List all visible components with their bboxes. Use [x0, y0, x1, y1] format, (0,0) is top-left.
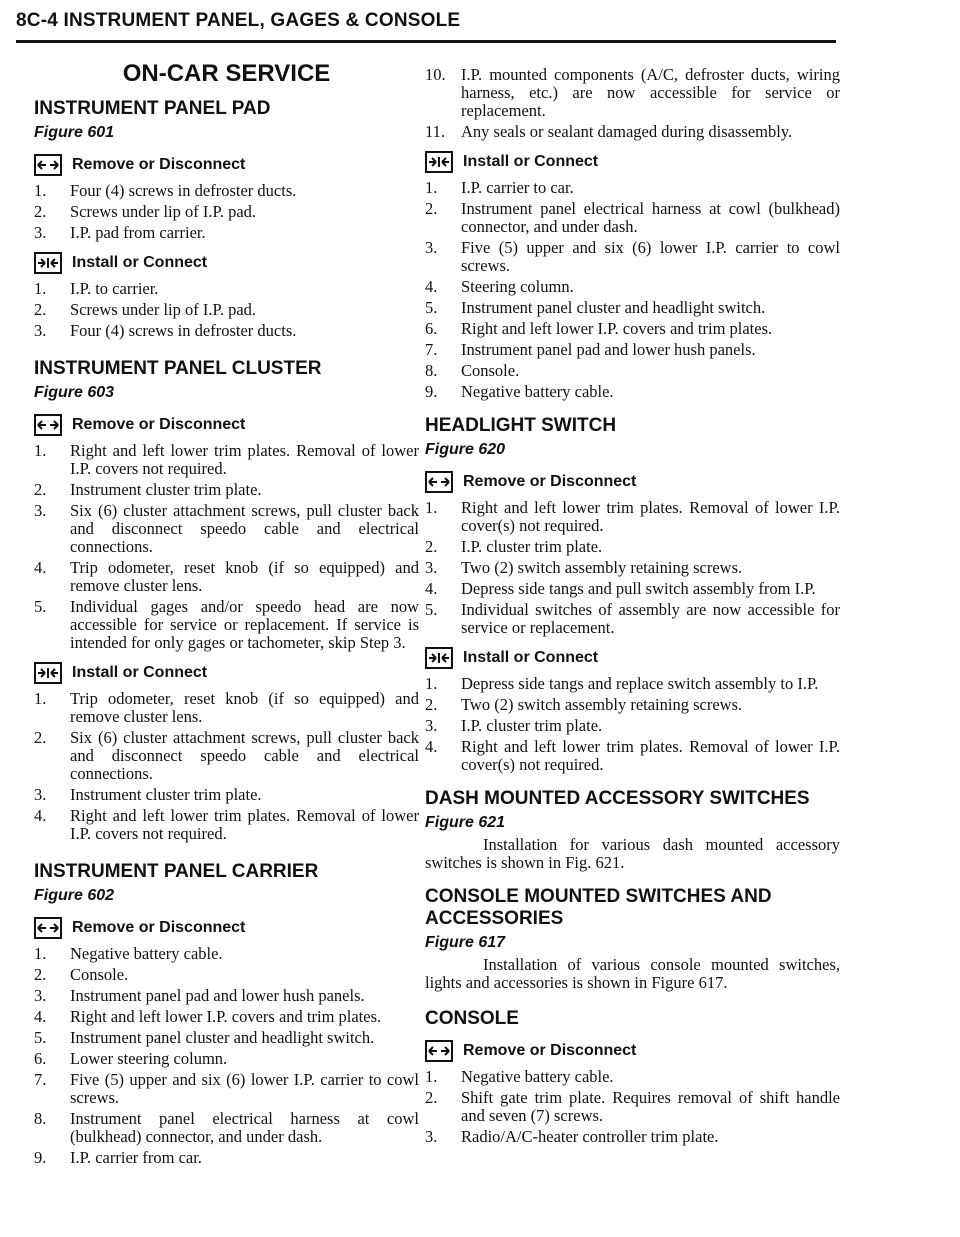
console-switches-heading-line1: CONSOLE MOUNTED SWITCHES AND	[425, 886, 772, 907]
list-item: 5. Individual gages and/or speedo head are now accessible for service or replacement. If service is intended for only gages or tachometer, skip Step 3.	[34, 597, 419, 652]
carrier-figure: Figure 602	[34, 887, 115, 904]
install-connect-icon	[425, 151, 453, 173]
list-item: 1. Depress side tangs and replace switch assembly to I.P.	[425, 674, 819, 693]
pad-install-subheading	[34, 252, 419, 274]
remove-disconnect-icon	[34, 917, 62, 939]
list-item: 1. Negative battery cable.	[425, 1067, 614, 1086]
cluster-install-subheading	[34, 662, 419, 684]
headlight-install-subheading	[425, 647, 840, 669]
install-connect-icon	[34, 252, 62, 274]
right-column	[425, 66, 840, 1149]
list-item: 2. Instrument cluster trim plate.	[34, 480, 262, 499]
list-item: 3. Two (2) switch assembly retaining screws.	[425, 558, 743, 577]
console-switches-text: Installation of various console mounted switches, lights and accessories is shown in Figure 617.	[425, 955, 840, 992]
header-rule	[16, 40, 836, 43]
list-item: 5. Instrument panel cluster and headlight switch.	[34, 1028, 375, 1047]
list-item: 3. I.P. pad from carrier.	[34, 223, 206, 242]
install-connect-icon	[34, 662, 62, 684]
cluster-heading: INSTRUMENT PANEL CLUSTER	[34, 358, 322, 379]
headlight-install-steps	[425, 675, 840, 774]
dash-heading: DASH MOUNTED ACCESSORY SWITCHES	[425, 788, 810, 809]
page-title: 8C-4 INSTRUMENT PANEL, GAGES & CONSOLE	[16, 10, 461, 31]
pad-figure: Figure 601	[34, 124, 115, 141]
list-item: 1. Right and left lower trim plates. Removal of lower I.P. covers not required.	[34, 441, 419, 478]
pad-install-steps	[34, 280, 419, 340]
list-item: 3. Radio/A/C-heater controller trim plate.	[425, 1127, 719, 1146]
headlight-remove-steps	[425, 499, 840, 637]
pad-heading: INSTRUMENT PANEL PAD	[34, 98, 271, 119]
console-remove-subheading	[425, 1040, 840, 1062]
list-item: 3. Five (5) upper and six (6) lower I.P. carrier to cowl screws.	[425, 238, 840, 275]
console-remove-steps	[425, 1068, 840, 1146]
install-label: Install or Connect	[72, 254, 208, 271]
list-item: 6. Right and left lower I.P. covers and trim plates.	[425, 319, 773, 338]
list-item: 11. Any seals or sealant damaged during disassembly.	[425, 122, 793, 141]
list-item: 8. Console.	[425, 361, 520, 380]
cluster-install-steps	[34, 690, 419, 843]
list-item: 7. Instrument panel pad and lower hush panels.	[425, 340, 756, 359]
carrier-install-steps	[425, 179, 840, 401]
remove-label: Remove or Disconnect	[72, 156, 246, 173]
list-item: 5. Instrument panel cluster and headlight switch.	[425, 298, 766, 317]
cluster-remove-steps	[34, 442, 419, 652]
list-item: 3. Instrument panel pad and lower hush panels.	[34, 986, 365, 1005]
remove-disconnect-icon	[34, 414, 62, 436]
list-item: 3. I.P. cluster trim plate.	[425, 716, 603, 735]
remove-disconnect-icon	[425, 1040, 453, 1062]
pad-remove-steps	[34, 182, 419, 242]
list-item: 4. Depress side tangs and pull switch assembly from I.P.	[425, 579, 816, 598]
list-item: 3. Instrument cluster trim plate.	[34, 785, 262, 804]
install-label: Install or Connect	[463, 649, 599, 666]
install-connect-icon	[425, 647, 453, 669]
install-label: Install or Connect	[72, 664, 208, 681]
list-item: 1. I.P. to carrier.	[34, 279, 159, 298]
list-item: 2. Six (6) cluster attachment screws, pull cluster back and disconnect speedo cable and electrical connections.	[34, 728, 419, 783]
list-item: 1. Four (4) screws in defroster ducts.	[34, 181, 297, 200]
list-item: 2. Console.	[34, 965, 129, 984]
cluster-figure: Figure 603	[34, 384, 115, 401]
page-header	[16, 10, 836, 42]
list-item: 4. Right and left lower trim plates. Removal of lower I.P. cover(s) not required.	[425, 737, 840, 774]
list-item: 6. Lower steering column.	[34, 1049, 228, 1068]
list-item: 2. Screws under lip of I.P. pad.	[34, 300, 257, 319]
headlight-figure: Figure 620	[425, 441, 506, 458]
carrier-remove-subheading	[34, 917, 419, 939]
dash-figure: Figure 621	[425, 814, 506, 831]
list-item: 2. I.P. cluster trim plate.	[425, 537, 603, 556]
main-heading: ON-CAR SERVICE	[122, 60, 331, 87]
remove-disconnect-icon	[425, 471, 453, 493]
console-heading: CONSOLE	[425, 1008, 519, 1029]
remove-label: Remove or Disconnect	[72, 919, 246, 936]
list-item: 4. Trip odometer, reset knob (if so equipped) and remove cluster lens.	[34, 558, 419, 595]
list-item: 1. Trip odometer, reset knob (if so equipped) and remove cluster lens.	[34, 689, 419, 726]
remove-label: Remove or Disconnect	[72, 416, 246, 433]
list-item: 5. Individual switches of assembly are now accessible for service or replacement.	[425, 600, 840, 637]
console-switches-figure: Figure 617	[425, 934, 506, 951]
list-item: 7. Five (5) upper and six (6) lower I.P. carrier to cowl screws.	[34, 1070, 419, 1107]
list-item: 2. Shift gate trim plate. Requires removal of shift handle and seven (7) screws.	[425, 1088, 840, 1125]
list-item: 1. I.P. carrier to car.	[425, 178, 574, 197]
list-item: 2. Two (2) switch assembly retaining screws.	[425, 695, 743, 714]
remove-label: Remove or Disconnect	[463, 473, 637, 490]
headlight-heading: HEADLIGHT SWITCH	[425, 415, 617, 436]
left-column	[34, 60, 419, 1170]
list-item: 9. Negative battery cable.	[425, 382, 614, 401]
list-item: 4. Steering column.	[425, 277, 574, 296]
list-item: 1. Negative battery cable.	[34, 944, 223, 963]
list-item: 3. Six (6) cluster attachment screws, pull cluster back and disconnect speedo cable and electrical connections.	[34, 501, 419, 556]
dash-text: Installation for various dash mounted accessory switches is shown in Fig. 621.	[425, 835, 840, 872]
list-item: 2. Screws under lip of I.P. pad.	[34, 202, 257, 221]
list-item: 4. Right and left lower trim plates. Removal of lower I.P. covers not required.	[34, 806, 419, 843]
pad-remove-subheading	[34, 154, 419, 176]
list-item: 4. Right and left lower I.P. covers and trim plates.	[34, 1007, 382, 1026]
headlight-remove-subheading	[425, 471, 840, 493]
remove-disconnect-icon	[34, 154, 62, 176]
list-item: 10. I.P. mounted components (A/C, defroster ducts, wiring harness, etc.) are now accessible for service or replacement.	[425, 65, 840, 120]
carrier-remove-steps	[34, 945, 419, 1167]
list-item: 8. Instrument panel electrical harness at cowl (bulkhead) connector, and under dash.	[34, 1109, 419, 1146]
remove-label: Remove or Disconnect	[463, 1042, 637, 1059]
list-item: 9. I.P. carrier from car.	[34, 1148, 202, 1167]
cluster-remove-subheading	[34, 414, 419, 436]
carrier-install-subheading	[425, 151, 840, 173]
list-item: 2. Instrument panel electrical harness at cowl (bulkhead) connector, and under dash.	[425, 199, 840, 236]
carrier-remove-steps-continued	[425, 66, 840, 141]
list-item: 1. Right and left lower trim plates. Removal of lower I.P. cover(s) not required.	[425, 498, 840, 535]
console-switches-heading-line2: ACCESSORIES	[425, 908, 564, 929]
install-label: Install or Connect	[463, 153, 599, 170]
carrier-heading: INSTRUMENT PANEL CARRIER	[34, 861, 319, 882]
list-item: 3. Four (4) screws in defroster ducts.	[34, 321, 297, 340]
